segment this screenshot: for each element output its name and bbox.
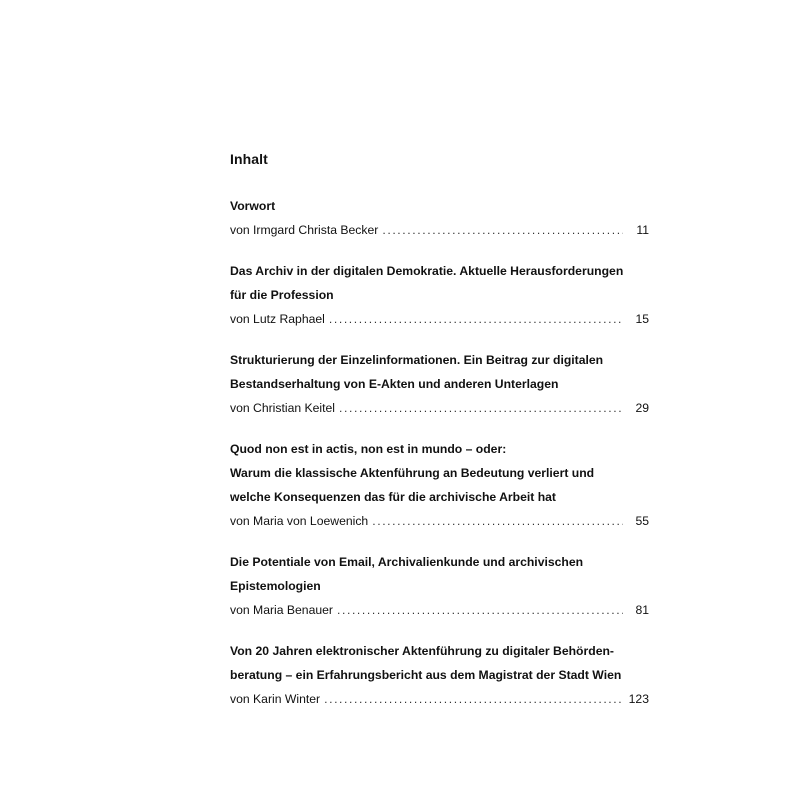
toc-entry-byline [230,218,649,242]
toc-entry-author: von Lutz Raphael [230,312,325,326]
toc-entry [230,639,649,711]
toc-title-line: Strukturierung der Einzelinformationen. Ein Beitrag zur digitalen [230,353,604,367]
toc-title-line: Bestandserhaltung von E-Akten und anderen Unterlagen [230,377,559,391]
toc-title-line: für die Profession [230,288,334,302]
toc-entry-page-number: 15 [635,312,649,326]
toc-entry-page-number: 29 [635,401,649,415]
toc-entry-author: von Irmgard Christa Becker [230,223,379,237]
toc-entry-title [230,550,649,598]
toc-entry-title [230,259,649,307]
toc-entry [230,259,649,331]
dot-leader [324,687,623,711]
toc-entry-byline [230,307,649,331]
toc-entry-page-number: 81 [635,603,649,617]
toc-entry-title [230,194,649,218]
dot-leader [382,218,623,242]
toc-entry-page-number: 123 [628,692,649,706]
toc-title-line: Vorwort [230,199,276,213]
toc-entry [230,550,649,622]
dot-leader [329,307,623,331]
toc-title-line: Die Potentiale von Email, Archivalienkunde und archivischen [230,555,584,569]
toc-title-line: welche Konsequenzen das für die archivische Arbeit hat [230,490,556,504]
dot-leader [339,396,623,420]
dot-leader [337,598,623,622]
toc-title-line: Von 20 Jahren elektronischer Aktenführung zu digitaler Behörden- [230,644,614,658]
table-of-contents [230,194,649,728]
toc-entry [230,194,649,242]
toc-entry-title [230,437,649,509]
toc-entry-author: von Christian Keitel [230,401,335,415]
toc-entry-author: von Maria von Loewenich [230,514,369,528]
toc-entry-title [230,639,649,687]
toc-entry-byline [230,598,649,622]
toc-title-line: Epistemologien [230,579,321,593]
toc-title-line: Quod non est in actis, non est in mundo – oder: [230,442,507,456]
toc-entry-byline [230,396,649,420]
toc-entry-author: von Maria Benauer [230,603,333,617]
toc-title-line: Das Archiv in der digitalen Demokratie. Aktuelle Herausforderungen [230,264,624,278]
toc-title-line: Warum die klassische Aktenführung an Bedeutung verliert und [230,466,595,480]
toc-entry-author: von Karin Winter [230,692,321,706]
toc-entry-page-number: 55 [635,514,649,528]
toc-title-line: beratung – ein Erfahrungsbericht aus dem Magistrat der Stadt Wien [230,668,622,682]
toc-entry-title [230,348,649,396]
dot-leader [372,509,623,533]
toc-heading: Inhalt [230,151,268,167]
toc-entry-byline [230,687,649,711]
toc-entry [230,437,649,533]
toc-entry [230,348,649,420]
toc-entry-byline [230,509,649,533]
toc-entry-page-number: 11 [636,223,649,237]
